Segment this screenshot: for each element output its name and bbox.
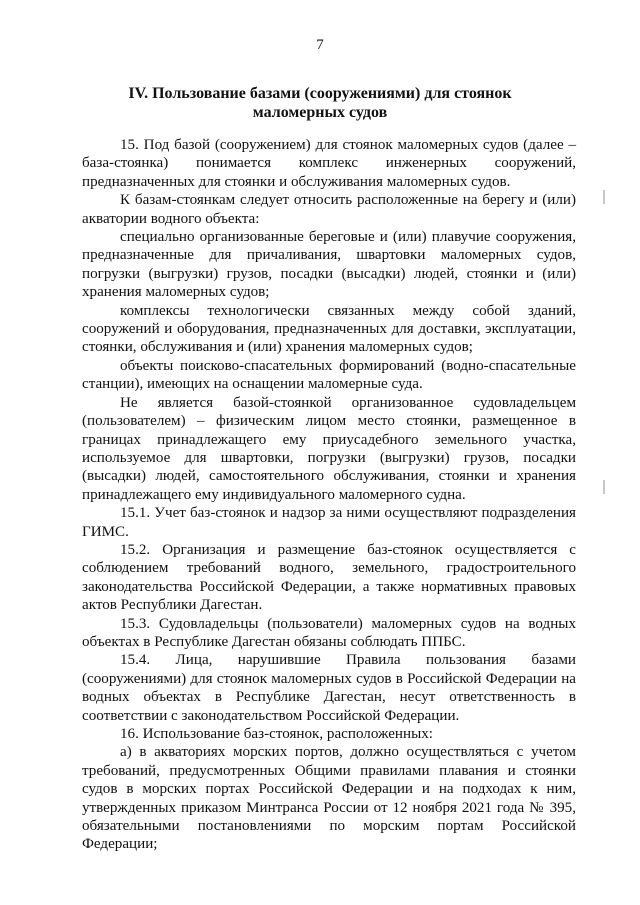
paragraph-rescue-objects: объекты поисково-спасательных формирований (водно-спасательные станции), имеющих на оснащении маломерные суда. <box>82 357 576 393</box>
paragraph-15-1: 15.1. Учет баз-стоянок и надзор за ними осуществляют подразделения ГИМС. <box>82 505 576 540</box>
paragraph-15-3: 15.3. Судовладельцы (пользователи) маломерных судов на водных объектах в Республике Дагестан обязаны соблюдать ППБС. <box>82 615 576 650</box>
section-heading-line-1: IV. Пользование базами (сооружениями) для стоянок <box>128 85 512 102</box>
paragraph-15-4: 15.4. Лица, нарушившие Правила пользования базами (сооружениями) для стоянок маломерных судов в Российской Федерации на водных объектах в Республике Дагестан, несут ответственность в соответствии с законодательством Российской Федерации. <box>82 652 576 724</box>
page-number: 7 <box>316 37 324 53</box>
paragraph-16: 16. Использование баз-стоянок, расположенных: <box>120 726 433 742</box>
paragraph-facilities: специально организованные береговые и (или) плавучие сооружения, предназначенные для причаливания, швартовки маломерных судов, погрузки (выгрузки) грузов, посадки (высадки) людей, стоянки и (или) хранения маломерных судов; <box>82 229 576 301</box>
scan-mark <box>603 480 605 494</box>
paragraph-15: 15. Под базой (сооружением) для стоянок маломерных судов (далее – база-стоянка) понимается комплекс инженерных сооружений, предназначенных для стоянки и обслуживания маломерных судов. <box>82 137 576 190</box>
section-heading-line-2: маломерных судов <box>252 104 388 121</box>
document-body <box>82 136 576 854</box>
paragraph-not-base: Не является базой-стоянкой организованное судовладельцем (пользователем) – физическим лицом место стоянки, размещенное в границах принадлежащего ему приусадебного земельного участка, используемое для швартовки, погрузки (выгрузки) грузов, посадки (высадки) людей, самостоятельного обслуживания, стоянки и хранения принадлежащего ему индивидуального маломерного судна. <box>82 394 576 503</box>
paragraph-16-a: а) в акваториях морских портов, должно осуществляться с учетом требований, предусмотренных Общими правилами плавания и стоянки судов в морских портах Российской Федерации и на подходах к ним, утвержденных приказом Минтранса России от 12 ноября 2021 года № 395, обязательными постановлениями по морским портам Российской Федерации; <box>82 744 576 853</box>
paragraph-complexes: комплексы технологически связанных между собой зданий, сооружений и оборудования, предназначенных для доставки, эксплуатации, стоянки, обслуживания и (или) хранения маломерных судов; <box>82 302 576 356</box>
section-heading <box>60 84 580 122</box>
scan-mark <box>603 190 605 204</box>
paragraph-15-2: 15.2. Организация и размещение баз-стоянок осуществляется с соблюдением требований водного, земельного, градостроительного законодательства Российской Федерации, а также нормативных правовых актов Республики Дагестан. <box>82 541 576 614</box>
paragraph-bases-location: К базам-стоянкам следует относить расположенные на берегу и (или) акватории водного объекта: <box>82 192 576 227</box>
